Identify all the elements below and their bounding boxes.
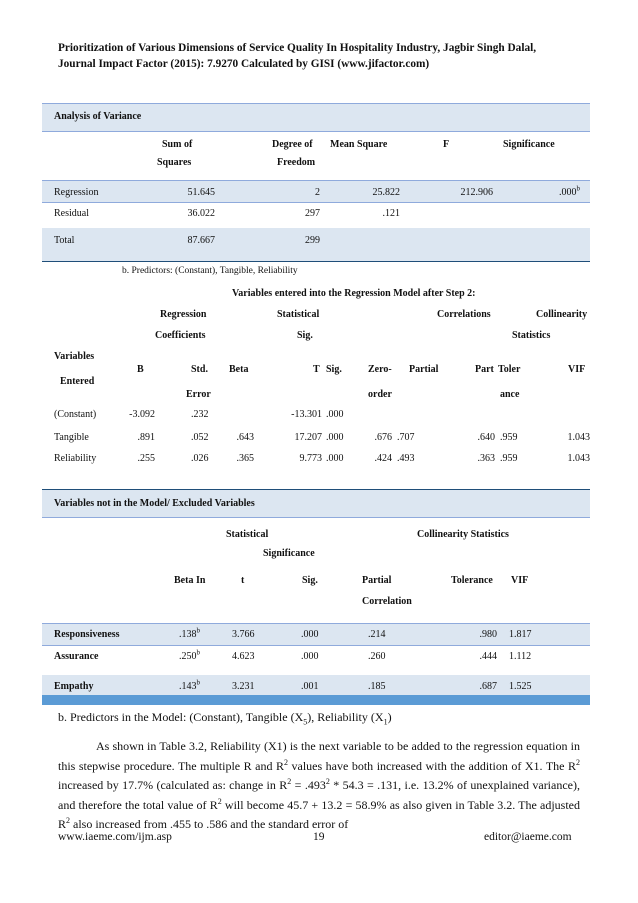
rule	[42, 517, 590, 518]
table-cell: 1.043	[567, 432, 590, 443]
entered-col-zero: order	[368, 389, 392, 400]
table-row-label: Empathy	[54, 681, 94, 692]
anova-note: b. Predictors: (Constant), Tangible, Reliability	[122, 266, 298, 276]
table-cell: 1.525	[509, 681, 532, 692]
table-cell: .001	[301, 681, 319, 692]
table-cell: .000	[301, 629, 319, 640]
anova-col-ss: Sum of	[162, 139, 193, 150]
table-cell: 1.817	[509, 629, 532, 640]
anova-title: Analysis of Variance	[54, 111, 142, 122]
table-cell: 4.623	[232, 651, 255, 662]
entered-grp-corr: Correlations	[437, 309, 491, 320]
table-cell: .444	[479, 651, 497, 662]
excluded-grp-stat: Significance	[263, 548, 315, 559]
table-cell: .255	[137, 453, 155, 464]
anova-col-ms: Mean Square	[330, 139, 388, 150]
table-bottom-bar	[42, 695, 590, 705]
entered-col-std: Std.	[191, 364, 208, 375]
entered-col-vif: VIF	[568, 364, 586, 375]
table-cell: .959	[500, 453, 518, 464]
excluded-col-partial: Correlation	[362, 596, 412, 607]
rule	[42, 623, 590, 624]
table-cell: .676	[374, 432, 392, 443]
header-line-2: Journal Impact Factor (2015): 7.9270 Calculated by GISI (www.jifactor.com)	[58, 58, 430, 70]
table-cell: 299	[305, 235, 320, 246]
table-cell: .214	[368, 629, 386, 640]
table-cell: .000	[326, 409, 344, 420]
table-cell: .052	[191, 432, 209, 443]
table-cell: .026	[191, 453, 209, 464]
table-cell: 3.231	[232, 681, 255, 692]
table-row-label: Responsiveness	[54, 629, 120, 640]
anova-col-f: F	[443, 139, 450, 150]
entered-col-b: B	[137, 364, 144, 375]
table-caption: b. Predictors in the Model: (Constant), Tangible $(X_5)$, Reliability $(X_1)$	[58, 710, 392, 727]
table-cell: 2	[315, 187, 320, 198]
table-row-label: Reliability	[54, 453, 97, 464]
table-cell: 212.906	[460, 187, 493, 198]
table-cell: .000$^b$	[559, 184, 580, 198]
entered-col-std: Error	[186, 389, 211, 400]
table-cell: .121	[382, 208, 400, 219]
table-cell: 3.766	[232, 629, 255, 640]
entered-col-variables: Entered	[60, 376, 95, 387]
table-cell: 25.822	[372, 187, 400, 198]
table-cell: .891	[137, 432, 155, 443]
table-row-label: Total	[54, 235, 75, 246]
table-cell: .138$^b$	[179, 626, 200, 640]
excluded-grp-coll: Collinearity Statistics	[417, 529, 509, 540]
table-cell: .363	[477, 453, 495, 464]
rule	[42, 645, 590, 646]
entered-col-beta: Beta	[229, 364, 249, 375]
rule	[42, 202, 590, 203]
entered-title: Variables entered into the Regression Model after Step 2:	[232, 288, 476, 299]
rule	[42, 103, 590, 104]
entered-col-tol: Toler	[498, 364, 521, 375]
entered-grp-stat: Statistical	[277, 309, 320, 320]
table-cell: .959	[500, 432, 518, 443]
page-number: 19	[313, 831, 325, 843]
rule	[42, 261, 590, 262]
table-cell: .365	[236, 453, 254, 464]
table-cell: 9.773	[299, 453, 322, 464]
table-cell: .640	[477, 432, 495, 443]
table-cell: .687	[479, 681, 497, 692]
entered-col-part: Part	[475, 364, 494, 375]
anova-col-df: Degree of	[272, 139, 313, 150]
table-cell: .260	[368, 651, 386, 662]
table-cell: .000	[326, 453, 344, 464]
excluded-grp-stat: Statistical	[226, 529, 269, 540]
table-cell: .000	[301, 651, 319, 662]
entered-col-variables: Variables	[54, 351, 95, 362]
entered-grp-coll: Collinearity	[536, 309, 588, 320]
table-row-label: Tangible	[54, 432, 89, 443]
excluded-col-vif: VIF	[511, 575, 529, 586]
entered-col-t: T	[313, 364, 320, 375]
table-row-label: Regression	[54, 187, 99, 198]
anova-col-df: Freedom	[277, 157, 316, 168]
entered-grp-regcoef: Coefficients	[155, 330, 206, 341]
excluded-title: Variables not in the Model/ Excluded Variables	[54, 498, 255, 509]
table-cell: 1.043	[567, 453, 590, 464]
header-line-1: Prioritization of Various Dimensions of Service Quality In Hospitality Industry, Jagbir Singh Dalal,	[58, 42, 537, 54]
table-row-label: Residual	[54, 208, 89, 219]
table-cell: .707	[397, 432, 415, 443]
excluded-col-sig: Sig.	[302, 575, 318, 586]
running-header	[58, 40, 598, 72]
footer-url[interactable]: www.iaeme.com/ijm.asp	[58, 831, 172, 843]
entered-grp-stat: Sig.	[297, 330, 313, 341]
table-cell: .643	[236, 432, 254, 443]
excluded-col-tol: Tolerance	[451, 575, 493, 586]
entered-grp-regcoef: Regression	[160, 309, 207, 320]
table-cell: .250$^b$	[179, 648, 200, 662]
table-cell: .232	[191, 409, 209, 420]
excluded-col-betain: Beta In	[174, 575, 206, 586]
table-cell: 1.112	[509, 651, 532, 662]
body-paragraph: As shown in Table 3.2, Reliability (X1) is the next variable to be added to the regression equation in this stepwise procedure. The multiple R and $R^2$ values have both increased with the addition of X1. The $R^2$ increased by 17.7% (calculated as: change in $R^2 = .493^2 * 54.3 = .131$, i.e. 13.2% of unexplained variance), and therefore the total value of $R^2$ will become 45.7 + 13.2 = 58.9% as also given in Table 3.2. The adjusted $R^2$ also increased from .455 to .586 and the standard error of	[58, 739, 581, 831]
table-row-label: (Constant)	[54, 409, 97, 420]
table-cell: 51.645	[187, 187, 215, 198]
table-cell: .980	[479, 629, 497, 640]
table-cell: .493	[397, 453, 415, 464]
excluded-col-partial: Partial	[362, 575, 392, 586]
entered-col-zero: Zero-	[368, 364, 392, 375]
entered-col-tol: ance	[500, 389, 520, 400]
table-cell: .424	[374, 453, 392, 464]
table-cell: .143$^b$	[179, 678, 200, 692]
rule	[42, 180, 590, 181]
entered-col-partial: Partial	[409, 364, 439, 375]
table-cell: 17.207	[294, 432, 322, 443]
anova-col-ss: Squares	[157, 157, 192, 168]
table-cell: 297	[305, 208, 320, 219]
anova-col-sig: Significance	[503, 139, 555, 150]
table-cell: 36.022	[187, 208, 215, 219]
table-cell: -13.301	[291, 409, 322, 420]
table-cell: 87.667	[187, 235, 215, 246]
entered-col-sig: Sig.	[326, 364, 342, 375]
footer-email[interactable]: editor@iaeme.com	[484, 831, 572, 843]
entered-grp-coll: Statistics	[512, 330, 551, 341]
rule	[42, 131, 590, 132]
table-cell: -3.092	[129, 409, 155, 420]
table-cell: .185	[368, 681, 386, 692]
excluded-col-t: t	[241, 575, 245, 586]
table-row-label: Assurance	[54, 651, 99, 662]
table-cell: .000	[326, 432, 344, 443]
